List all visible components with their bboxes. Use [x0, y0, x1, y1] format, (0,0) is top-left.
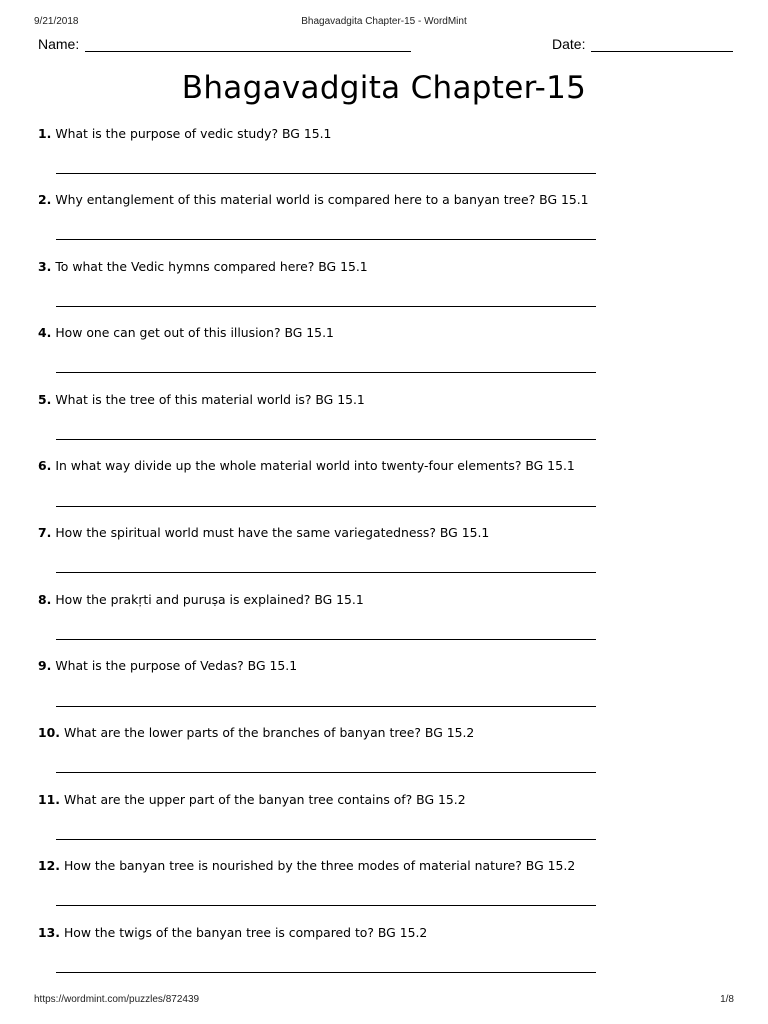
question-number: 6.: [38, 458, 52, 473]
print-header-title: Bhagavadgita Chapter-15 - WordMint: [301, 16, 467, 27]
name-blank-line: [85, 38, 411, 52]
question-5: [38, 392, 738, 408]
question-1: [38, 126, 738, 142]
answer-line: [56, 372, 596, 373]
question-8: [38, 592, 738, 608]
question-number: 11.: [38, 792, 60, 807]
question-number: 5.: [38, 392, 52, 407]
answer-line: [56, 572, 596, 573]
question-text: How the twigs of the banyan tree is compared to? BG 15.2: [63, 925, 428, 940]
print-date: 9/21/2018: [34, 16, 79, 27]
question-text: Why entanglement of this material world is compared here to a banyan tree? BG 15.1: [55, 192, 589, 207]
date-blank-line: [591, 38, 733, 52]
question-6: [38, 458, 738, 474]
question-text: How the banyan tree is nourished by the three modes of material nature? BG 15.2: [63, 858, 576, 873]
question-text: To what the Vedic hymns compared here? BG 15.1: [55, 259, 368, 274]
question-number: 12.: [38, 858, 60, 873]
question-number: 13.: [38, 925, 60, 940]
print-footer-url: https://wordmint.com/puzzles/872439: [34, 994, 200, 1005]
question-12: [38, 858, 738, 874]
question-number: 2.: [38, 192, 52, 207]
answer-line: [56, 772, 596, 773]
answer-line: [56, 306, 596, 307]
name-label: Name:: [38, 36, 80, 52]
question-2: [38, 192, 738, 208]
question-number: 8.: [38, 592, 52, 607]
worksheet-title: Bhagavadgita Chapter-15: [181, 70, 587, 106]
answer-line: [56, 905, 596, 906]
answer-line: [56, 839, 596, 840]
question-number: 10.: [38, 725, 60, 740]
question-13: [38, 925, 738, 941]
question-text: What is the purpose of vedic study? BG 15.1: [55, 126, 332, 141]
question-text: How the prakṛti and puruṣa is explained? BG 15.1: [55, 592, 364, 607]
answer-line: [56, 972, 596, 973]
question-text: What are the upper part of the banyan tree contains of? BG 15.2: [63, 792, 466, 807]
question-10: [38, 725, 738, 741]
answer-line: [56, 639, 596, 640]
question-4: [38, 325, 738, 341]
question-3: [38, 259, 738, 275]
question-text: What is the tree of this material world is? BG 15.1: [55, 392, 365, 407]
question-text: What are the lower parts of the branches of banyan tree? BG 15.2: [63, 725, 475, 740]
question-number: 3.: [38, 259, 52, 274]
question-11: [38, 792, 738, 808]
name-field: [38, 36, 411, 52]
question-9: [38, 658, 738, 674]
question-text: How one can get out of this illusion? BG 15.1: [55, 325, 334, 340]
question-text: How the spiritual world must have the same variegatedness? BG 15.1: [55, 525, 490, 540]
answer-line: [56, 506, 596, 507]
question-text: What is the purpose of Vedas? BG 15.1: [55, 658, 298, 673]
question-text: In what way divide up the whole material world into twenty-four elements? BG 15.1: [55, 458, 575, 473]
question-7: [38, 525, 738, 541]
question-number: 1.: [38, 126, 52, 141]
question-number: 4.: [38, 325, 52, 340]
date-label: Date:: [552, 36, 586, 52]
date-field: [552, 36, 733, 52]
answer-line: [56, 706, 596, 707]
answer-line: [56, 239, 596, 240]
page-number: 1/8: [720, 994, 734, 1005]
question-number: 7.: [38, 525, 52, 540]
question-number: 9.: [38, 658, 52, 673]
answer-line: [56, 439, 596, 440]
answer-line: [56, 173, 596, 174]
